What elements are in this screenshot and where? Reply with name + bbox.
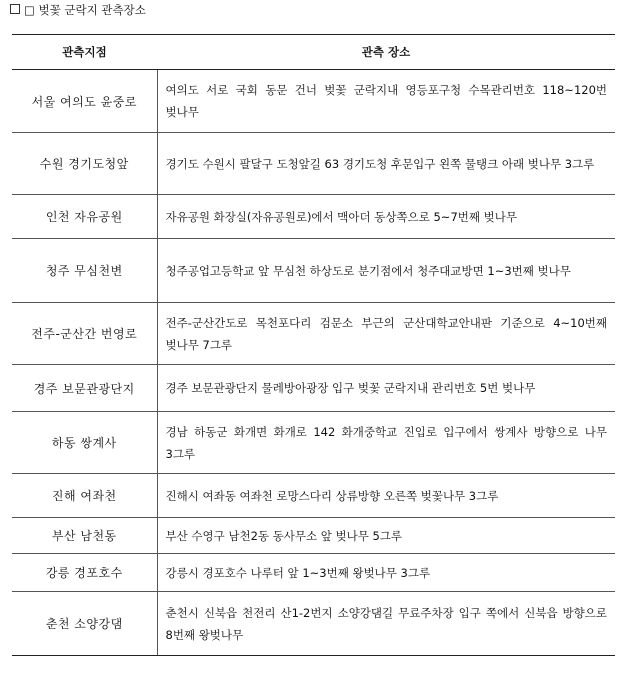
- site-name: 부산 남천동: [12, 518, 157, 554]
- site-location: 진해시 여좌동 여좌천 로망스다리 상류방향 오른쪽 벚꽃나무 3그루: [157, 474, 615, 518]
- site-name: 수원 경기도청앞: [12, 133, 157, 195]
- table-row: [12, 70, 615, 133]
- header-location: 관측 장소: [157, 35, 615, 70]
- site-location: 청주공업고등학교 앞 무심천 하상도로 분기점에서 청주대교방면 1~3번째 벚나무: [157, 239, 615, 303]
- site-name: 경주 보문관광단지: [12, 365, 157, 412]
- site-name: 인천 자유공원: [12, 195, 157, 239]
- table-row: [12, 474, 615, 518]
- table-row: [12, 554, 615, 592]
- site-location: 부산 수영구 남천2동 동사무소 앞 벚나무 5그루: [157, 518, 615, 554]
- site-location: 전주-군산간도로 목천포다리 검문소 부근의 군산대학교안내판 기준으로 4~10번째 벚나무 7그루: [157, 303, 615, 365]
- site-location: 경남 하동군 화개면 화개로 142 화개중학교 진입로 입구에서 쌍계사 방향으로 나무 3그루: [157, 412, 615, 474]
- header-site: 관측지점: [12, 35, 157, 70]
- observation-sites-table: [12, 34, 615, 656]
- site-name: 강릉 경포호수: [12, 554, 157, 592]
- checkbox-square-icon: [10, 4, 20, 14]
- table-row: [12, 518, 615, 554]
- site-location: 춘천시 신북읍 천전리 산1-2번지 소양강댐길 무료주차장 입구 쪽에서 신북읍 방향으로 8번째 왕벚나무: [157, 592, 615, 656]
- table-row: [12, 195, 615, 239]
- table-row: [12, 365, 615, 412]
- table-row: [12, 303, 615, 365]
- table-header-row: [12, 35, 615, 70]
- site-location: 여의도 서로 국회 동문 건너 벚꽃 군락지내 영등포구청 수목관리번호 118~120번 벚나무: [157, 70, 615, 133]
- table-row: [12, 412, 615, 474]
- table-row: [12, 592, 615, 656]
- table-row: [12, 133, 615, 195]
- site-location: 경기도 수원시 팔달구 도청앞길 63 경기도청 후문입구 왼쪽 물탱크 아래 벚나무 3그루: [157, 133, 615, 195]
- site-name: 전주-군산간 번영로: [12, 303, 157, 365]
- site-name: 하동 쌍계사: [12, 412, 157, 474]
- site-name: 청주 무심천변: [12, 239, 157, 303]
- caption-text: □ 벚꽃 군락지 관측장소: [24, 3, 146, 17]
- table-row: [12, 239, 615, 303]
- site-location: 강릉시 경포호수 나루터 앞 1~3번째 왕벚나무 3그루: [157, 554, 615, 592]
- site-name: 진해 여좌천: [12, 474, 157, 518]
- site-name: 서울 여의도 윤중로: [12, 70, 157, 133]
- site-name: 춘천 소양강댐: [12, 592, 157, 656]
- document-caption: [10, 2, 146, 18]
- site-location: 경주 보문관광단지 물레방아광장 입구 벚꽃 군락지내 관리번호 5번 벚나무: [157, 365, 615, 412]
- site-location: 자유공원 화장실(자유공원로)에서 맥아더 동상쪽으로 5~7번째 벚나무: [157, 195, 615, 239]
